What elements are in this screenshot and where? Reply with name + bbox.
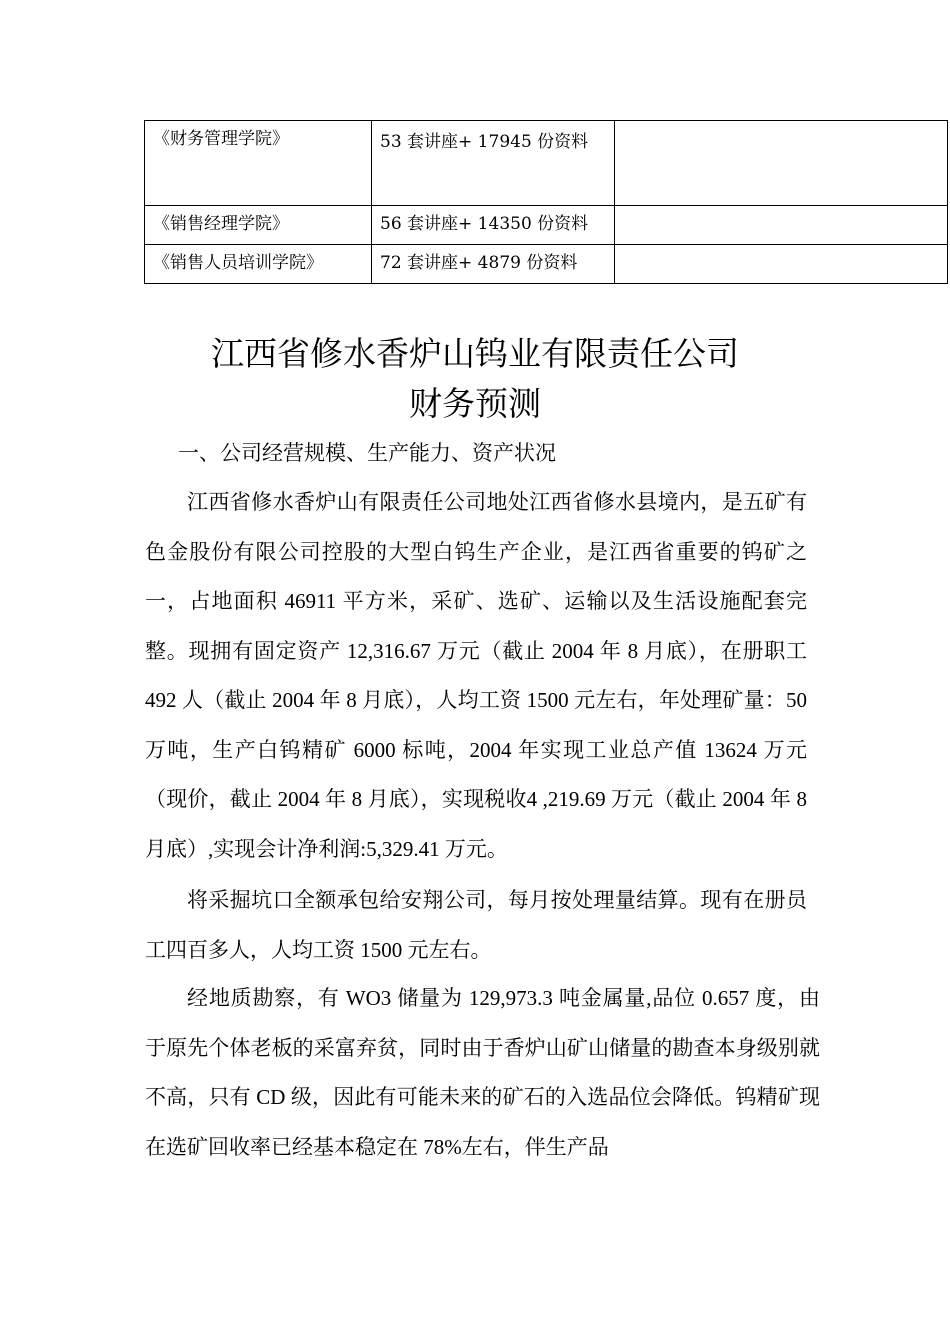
table-row (145, 206, 948, 245)
document-subtitle: 财务预测 (409, 384, 541, 423)
document-title: 江西省修水香炉山钨业有限责任公司 (211, 334, 739, 373)
table-row (145, 121, 948, 206)
table-cell-extra (615, 121, 948, 206)
course-catalog-table (144, 120, 948, 284)
table-cell-extra (615, 206, 948, 245)
table-cell-content: 53 套讲座+ 17945 份资料 (372, 121, 615, 206)
section-heading: 一、公司经营规模、生产能力、资产状况 (178, 441, 556, 465)
table-cell-content: 56 套讲座+ 14350 份资料 (372, 206, 615, 245)
table-row (145, 245, 948, 284)
table-cell-content: 72 套讲座+ 4879 份资料 (372, 245, 615, 284)
table-cell-name: 《销售经理学院》 (145, 206, 372, 245)
table-cell-name: 《销售人员培训学院》 (145, 245, 372, 284)
paragraph: 江西省修水香炉山有限责任公司地处江西省修水县境内，是五矿有色金股份有限公司控股的大型白钨生产企业，是江西省重要的钨矿之一，占地面积 46911 平方米，采矿、选矿、运输以及生活设施配套完整。现拥有固定资产 12,316.67 万元（截止 2004 年 8 月底），在册职工 492 人（截止 2004 年 8 月底），人均工资 1500 元左右，年处理矿量：50 万吨，生产白钨精矿 6000 标吨，2004 年实现工业总产值 13624 万元（现价，截止 2004 年 8 月底），实现税收4 ,219.69 万元（截止 2004 年 8 月底）,实现会计净利润:5,329.41 万元。 (145, 490, 807, 861)
table-cell-extra (615, 245, 948, 284)
paragraph: 经地质勘察，有 WO3 储量为 129,973.3 吨金属量,品位 0.657 度，由于原先个体老板的采富弃贫，同时由于香炉山矿山储量的勘查本身级别就不高，只有 CD 级，因此有可能未来的矿石的入选品位会降低。钨精矿现在选矿回收率已经基本稳定在 78%左右，伴生产品 (145, 986, 820, 1159)
paragraph: 将采掘坑口全额承包给安翔公司，每月按处理量结算。现有在册员工四百多人，人均工资 1500 元左右。 (145, 888, 807, 962)
table-cell-name: 《财务管理学院》 (145, 121, 372, 206)
